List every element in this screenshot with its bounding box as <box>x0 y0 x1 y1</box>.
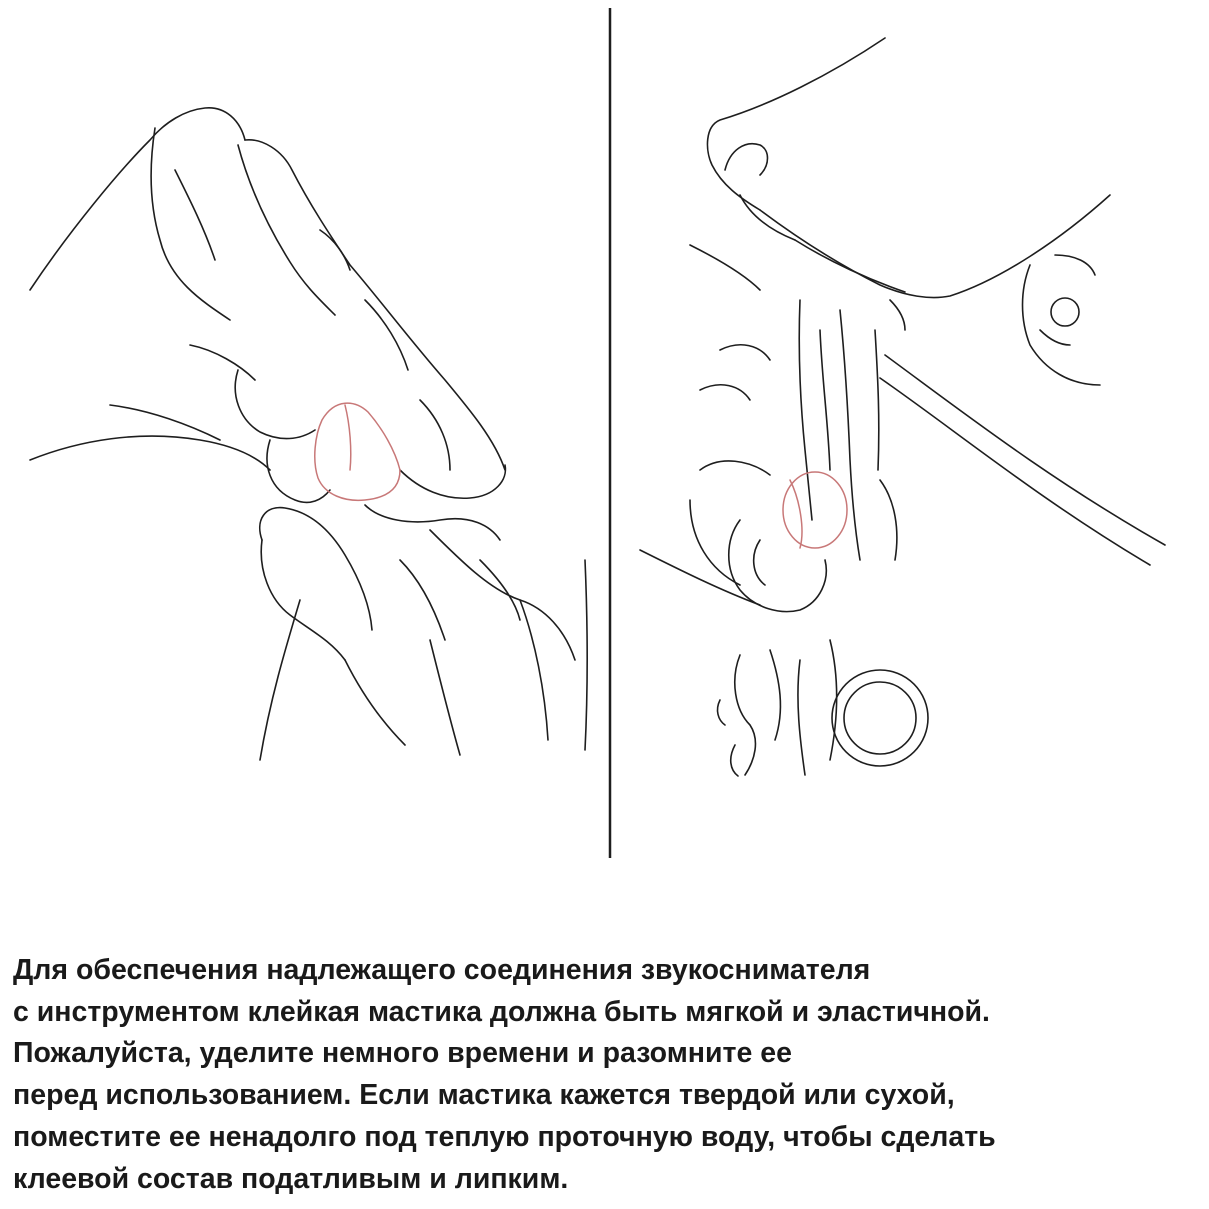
instructions-line: клеевой состав податливым и липким. <box>13 1162 569 1195</box>
instructions-line: перед использованием. Если мастика кажется твердой или сухой, <box>13 1079 955 1112</box>
drain-outer <box>832 670 928 766</box>
putty-ring <box>783 472 847 548</box>
instructions-line: поместите ее ненадолго под теплую проточную воду, чтобы сделать <box>13 1120 996 1153</box>
instructions-line: Для обеспечения надлежащего соединения звукоснимателя <box>13 954 871 986</box>
instructions-line: с инструментом клейкая мастика должна быть мягкой и эластичной. <box>13 995 990 1028</box>
putty-blob <box>315 403 400 500</box>
left-panel-hands-kneading <box>30 108 587 760</box>
drain-inner <box>844 682 916 754</box>
instructions-text <box>13 950 1203 1200</box>
instructions-line: Пожалуйста, уделите немного времени и разомните ее <box>13 1037 792 1070</box>
right-panel-warm-water <box>640 38 1165 776</box>
